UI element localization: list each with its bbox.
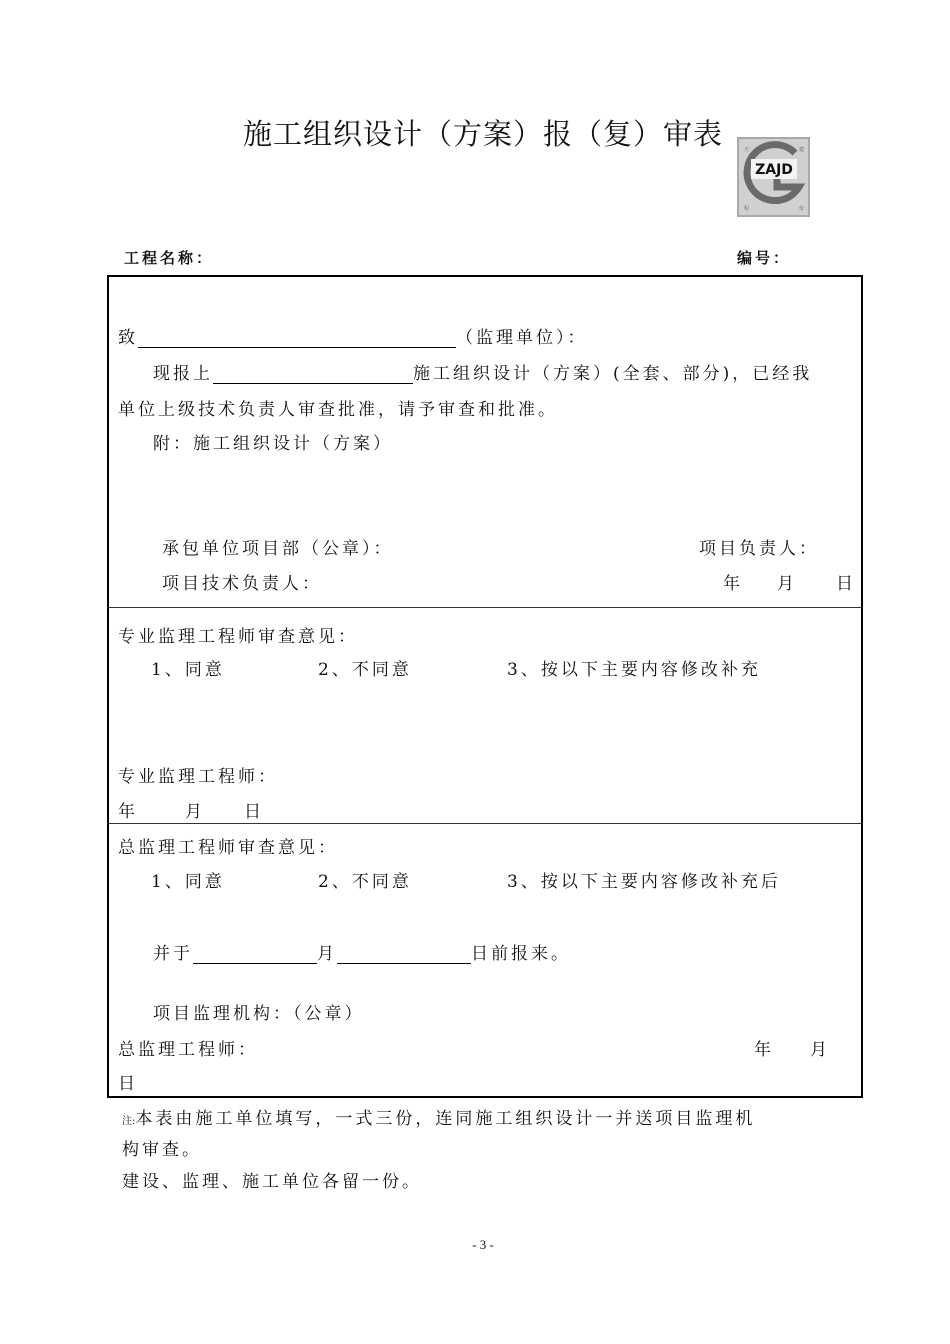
svg-text:天: 天 (744, 147, 750, 153)
specialist-engineer-label: 专业监理工程师： (118, 767, 278, 787)
deadline-line: 并于 月 日前报来。 (153, 944, 571, 964)
attachment-line: 附：施工组织设计（方案） (153, 434, 393, 454)
section3-date-month: 月 (810, 1040, 830, 1060)
contractor-seal-label: 承包单位项目部（公章）： (162, 539, 394, 559)
document-title: 施工组织设计（方案）报（复）审表 (242, 117, 723, 151)
svg-text:建: 建 (799, 147, 805, 153)
svg-text:价: 价 (799, 206, 805, 212)
divider-1 (109, 607, 861, 608)
supervisor-unit-field[interactable] (138, 329, 456, 348)
note-label: 注: (122, 1116, 136, 1127)
chief-engineer-label: 总监理工程师： (118, 1040, 258, 1060)
logo-text: ZAJD (755, 162, 793, 178)
review-form-table (107, 275, 863, 1098)
chief-option-revise[interactable]: 3、按以下主要内容修改补充后 (507, 872, 781, 892)
section3-date-year: 年 (754, 1040, 774, 1060)
svg-text:程: 程 (744, 206, 750, 212)
chief-option-disagree[interactable]: 2、不同意 (318, 872, 412, 892)
section1-date-day: 日 (836, 574, 856, 594)
chief-opinion-heading: 总监理工程师审查意见： (118, 838, 338, 858)
tech-lead-label: 项目技术负责人： (162, 574, 322, 594)
section1-date-month: 月 (777, 574, 797, 594)
section1-date-year: 年 (723, 574, 743, 594)
divider-2 (109, 823, 861, 824)
specialist-option-agree[interactable]: 1、同意 (151, 660, 225, 680)
page-number: - 3 - (472, 1237, 494, 1252)
number-label: 编号： (737, 249, 792, 267)
design-name-field[interactable] (213, 365, 413, 384)
report-line-2: 单位上级技术负责人审查批准，请予审查和批准。 (118, 400, 558, 420)
zajd-logo-icon (737, 137, 810, 217)
note-line-1-cont: 构审查。 (122, 1140, 202, 1160)
section3-date-day: 日 (118, 1074, 138, 1094)
deadline-day-field[interactable] (337, 945, 471, 964)
section2-date-year: 年 (118, 802, 138, 822)
note-line-1: 注:本表由施工单位填写，一式三份，连同施工组织设计一并送项目监理机 (122, 1109, 756, 1129)
section2-date-day: 日 (244, 802, 264, 822)
chief-option-agree[interactable]: 1、同意 (151, 872, 225, 892)
specialist-option-revise[interactable]: 3、按以下主要内容修改补充 (507, 660, 761, 680)
report-line: 现报上 施工组织设计（方案）(全套、部分)，已经我 (153, 364, 813, 384)
project-name-label: 工程名称： (124, 249, 215, 267)
to-line: 致 （监理单位）： (118, 328, 588, 348)
specialist-option-disagree[interactable]: 2、不同意 (318, 660, 412, 680)
specialist-opinion-heading: 专业监理工程师审查意见： (118, 627, 358, 647)
note-line-2: 建设、监理、施工单位各留一份。 (122, 1172, 422, 1192)
supervision-org-seal-label: 项目监理机构：（公章） (153, 1004, 365, 1024)
deadline-month-field[interactable] (193, 945, 317, 964)
section2-date-month: 月 (185, 802, 205, 822)
project-manager-label: 项目负责人： (699, 539, 819, 559)
